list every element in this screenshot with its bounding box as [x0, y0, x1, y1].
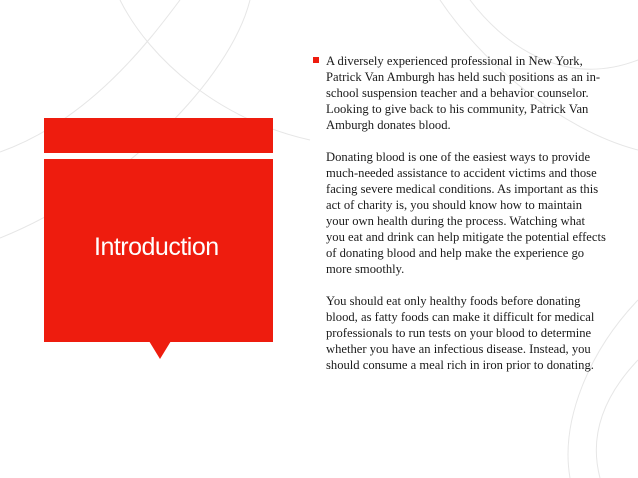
paragraph-1: A diversely experienced professional in New York, Patrick Van Amburgh has held such positions as an in-school suspension teacher and a behavior counselor. Looking to give back to his community, Patrick Van Amburgh donates blood. — [326, 54, 601, 132]
paragraph-3: You should eat only healthy foods before donating blood, as fatty foods can make it difficult for medical professionals to run tests on your blood to determine whether you have an infectious disease. Instead, you should consume a meal rich in iron prior to donating. — [326, 294, 595, 372]
content-text — [326, 53, 606, 373]
paragraph-2: Donating blood is one of the easiest ways to provide much-needed assistance to accident victims and those facing severe medical conditions. As important as this act of charity is, you should know how to maintain your own health during the process. Watching what you eat and drink can help mitigate the potential effects of donating blood and help make the experience go more smoothly. — [326, 150, 606, 276]
title-panel-pointer — [149, 341, 171, 359]
title-accent-bar — [44, 118, 273, 153]
slide-title: Introduction — [94, 233, 219, 261]
square-bullet-icon — [313, 57, 319, 63]
decor-line — [596, 360, 638, 478]
